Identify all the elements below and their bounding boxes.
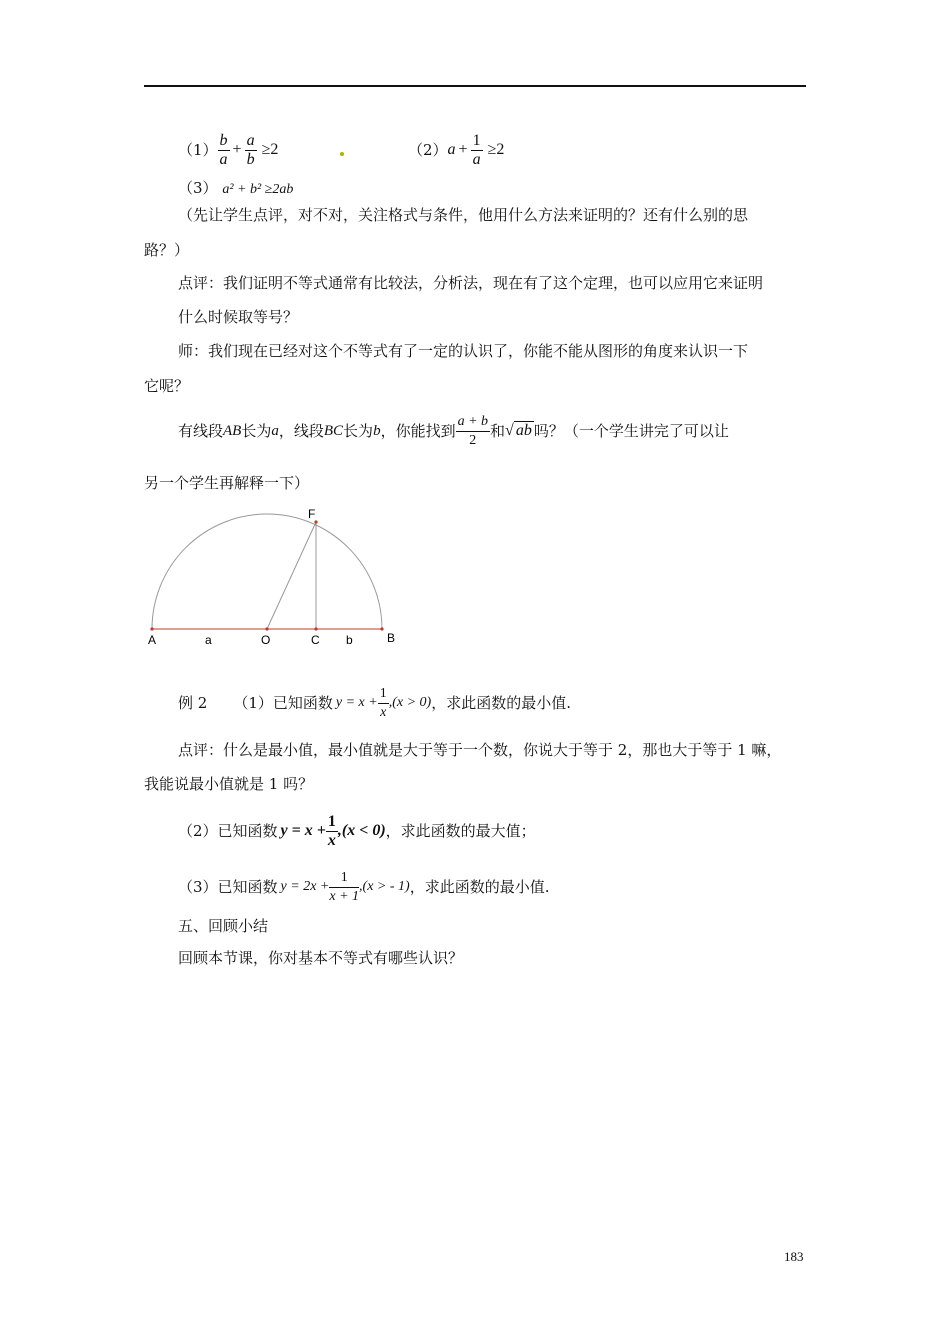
point-C <box>314 627 317 630</box>
label-O: O <box>261 633 271 647</box>
comment-1a: （先让学生点评，对不对，关注格式与条件，他用什么方法来证明的？还有什么别的思 <box>178 206 749 224</box>
fraction-b-over-a: $\frac{b}{a}$ <box>219 131 228 168</box>
comment-3b: 我能说最小值就是 1 吗？ <box>144 775 314 793</box>
exercise-2-label: （2） <box>408 141 448 159</box>
label-F: F <box>308 507 316 521</box>
review-question: 回顾本节课，你对基本不等式有哪些认识？ <box>178 949 464 967</box>
exercise-1: （1） $\frac{b}{a}$ + $\frac{a}{b}$ ≥2 <box>178 131 279 168</box>
exercise-1-label: （1） <box>178 141 218 159</box>
sqrt-ab: √ ab <box>505 422 532 439</box>
section-5-heading: 五、回顾小结 <box>178 917 269 935</box>
exercise-2: （2） a + $\frac{1}{a}$ ≥2 <box>408 131 505 168</box>
segment-question: 有线段 AB 长为 a ，线段 BC 长为 b ，你能找到 $\frac{a + b}{2}$ 和 √ ab 吗？（一个学生讲完了可以让 <box>178 413 729 448</box>
exercise-3-label: （3） <box>178 179 218 197</box>
label-b: b <box>346 633 353 647</box>
example-2-label: 例 2 <box>178 694 208 712</box>
example-2-part-3: （3）已知函数 y = 2x + $\frac{1}{x + 1}$ ,(x > - 1) ，求此函数的最小值. <box>178 869 550 904</box>
teacher-line-b: 它呢？ <box>144 377 190 395</box>
comment-3a: 点评：什么是最小值，最小值就是大于等于一个数，你说大于等于 2，那也大于等于 1 嘛， <box>178 741 782 759</box>
label-A: A <box>148 633 157 647</box>
point-O <box>265 627 268 630</box>
fraction-a-plus-b-over-2: $\frac{a + b}{2}$ <box>457 413 489 448</box>
label-C: C <box>311 633 320 647</box>
comment-1b: 路？） <box>144 241 190 259</box>
marker-dot <box>340 152 344 156</box>
example-2-part-2: （2）已知函数 y = x + $\frac{1}{x}$ ,(x < 0) ，求此函数的最大值； <box>178 812 536 849</box>
header-rule <box>144 85 806 87</box>
comment-2a: 点评：我们证明不等式通常有比较法，分析法，现在有了这个定理，也可以应用它来证明 <box>178 274 764 292</box>
fraction-a-over-b: $\frac{a}{b}$ <box>246 131 255 168</box>
fraction-1-over-a: $\frac{1}{a}$ <box>472 131 481 168</box>
exercise-3: （3） a² + b² ≥2ab <box>178 179 294 197</box>
comment-2b: 什么时候取等号？ <box>178 308 299 326</box>
semicircle-arc <box>152 514 382 629</box>
page-number: 183 <box>784 1249 804 1264</box>
point-A <box>150 627 153 630</box>
semicircle-figure <box>140 505 410 650</box>
point-B <box>380 627 383 630</box>
teacher-line-a: 师：我们现在已经对这个不等式有了一定的认识了，你能不能从图形的角度来认识一下 <box>178 342 749 360</box>
label-B: B <box>387 631 396 645</box>
radius-OF <box>267 522 316 629</box>
label-a: a <box>205 633 212 647</box>
segment-question-line2: 另一个学生再解释一下） <box>144 474 310 492</box>
example-2-part-1: 例 2 （1）已知函数 y = x + $\frac{1}{x}$ ,(x > 0) ，求此函数的最小值. <box>178 685 571 720</box>
